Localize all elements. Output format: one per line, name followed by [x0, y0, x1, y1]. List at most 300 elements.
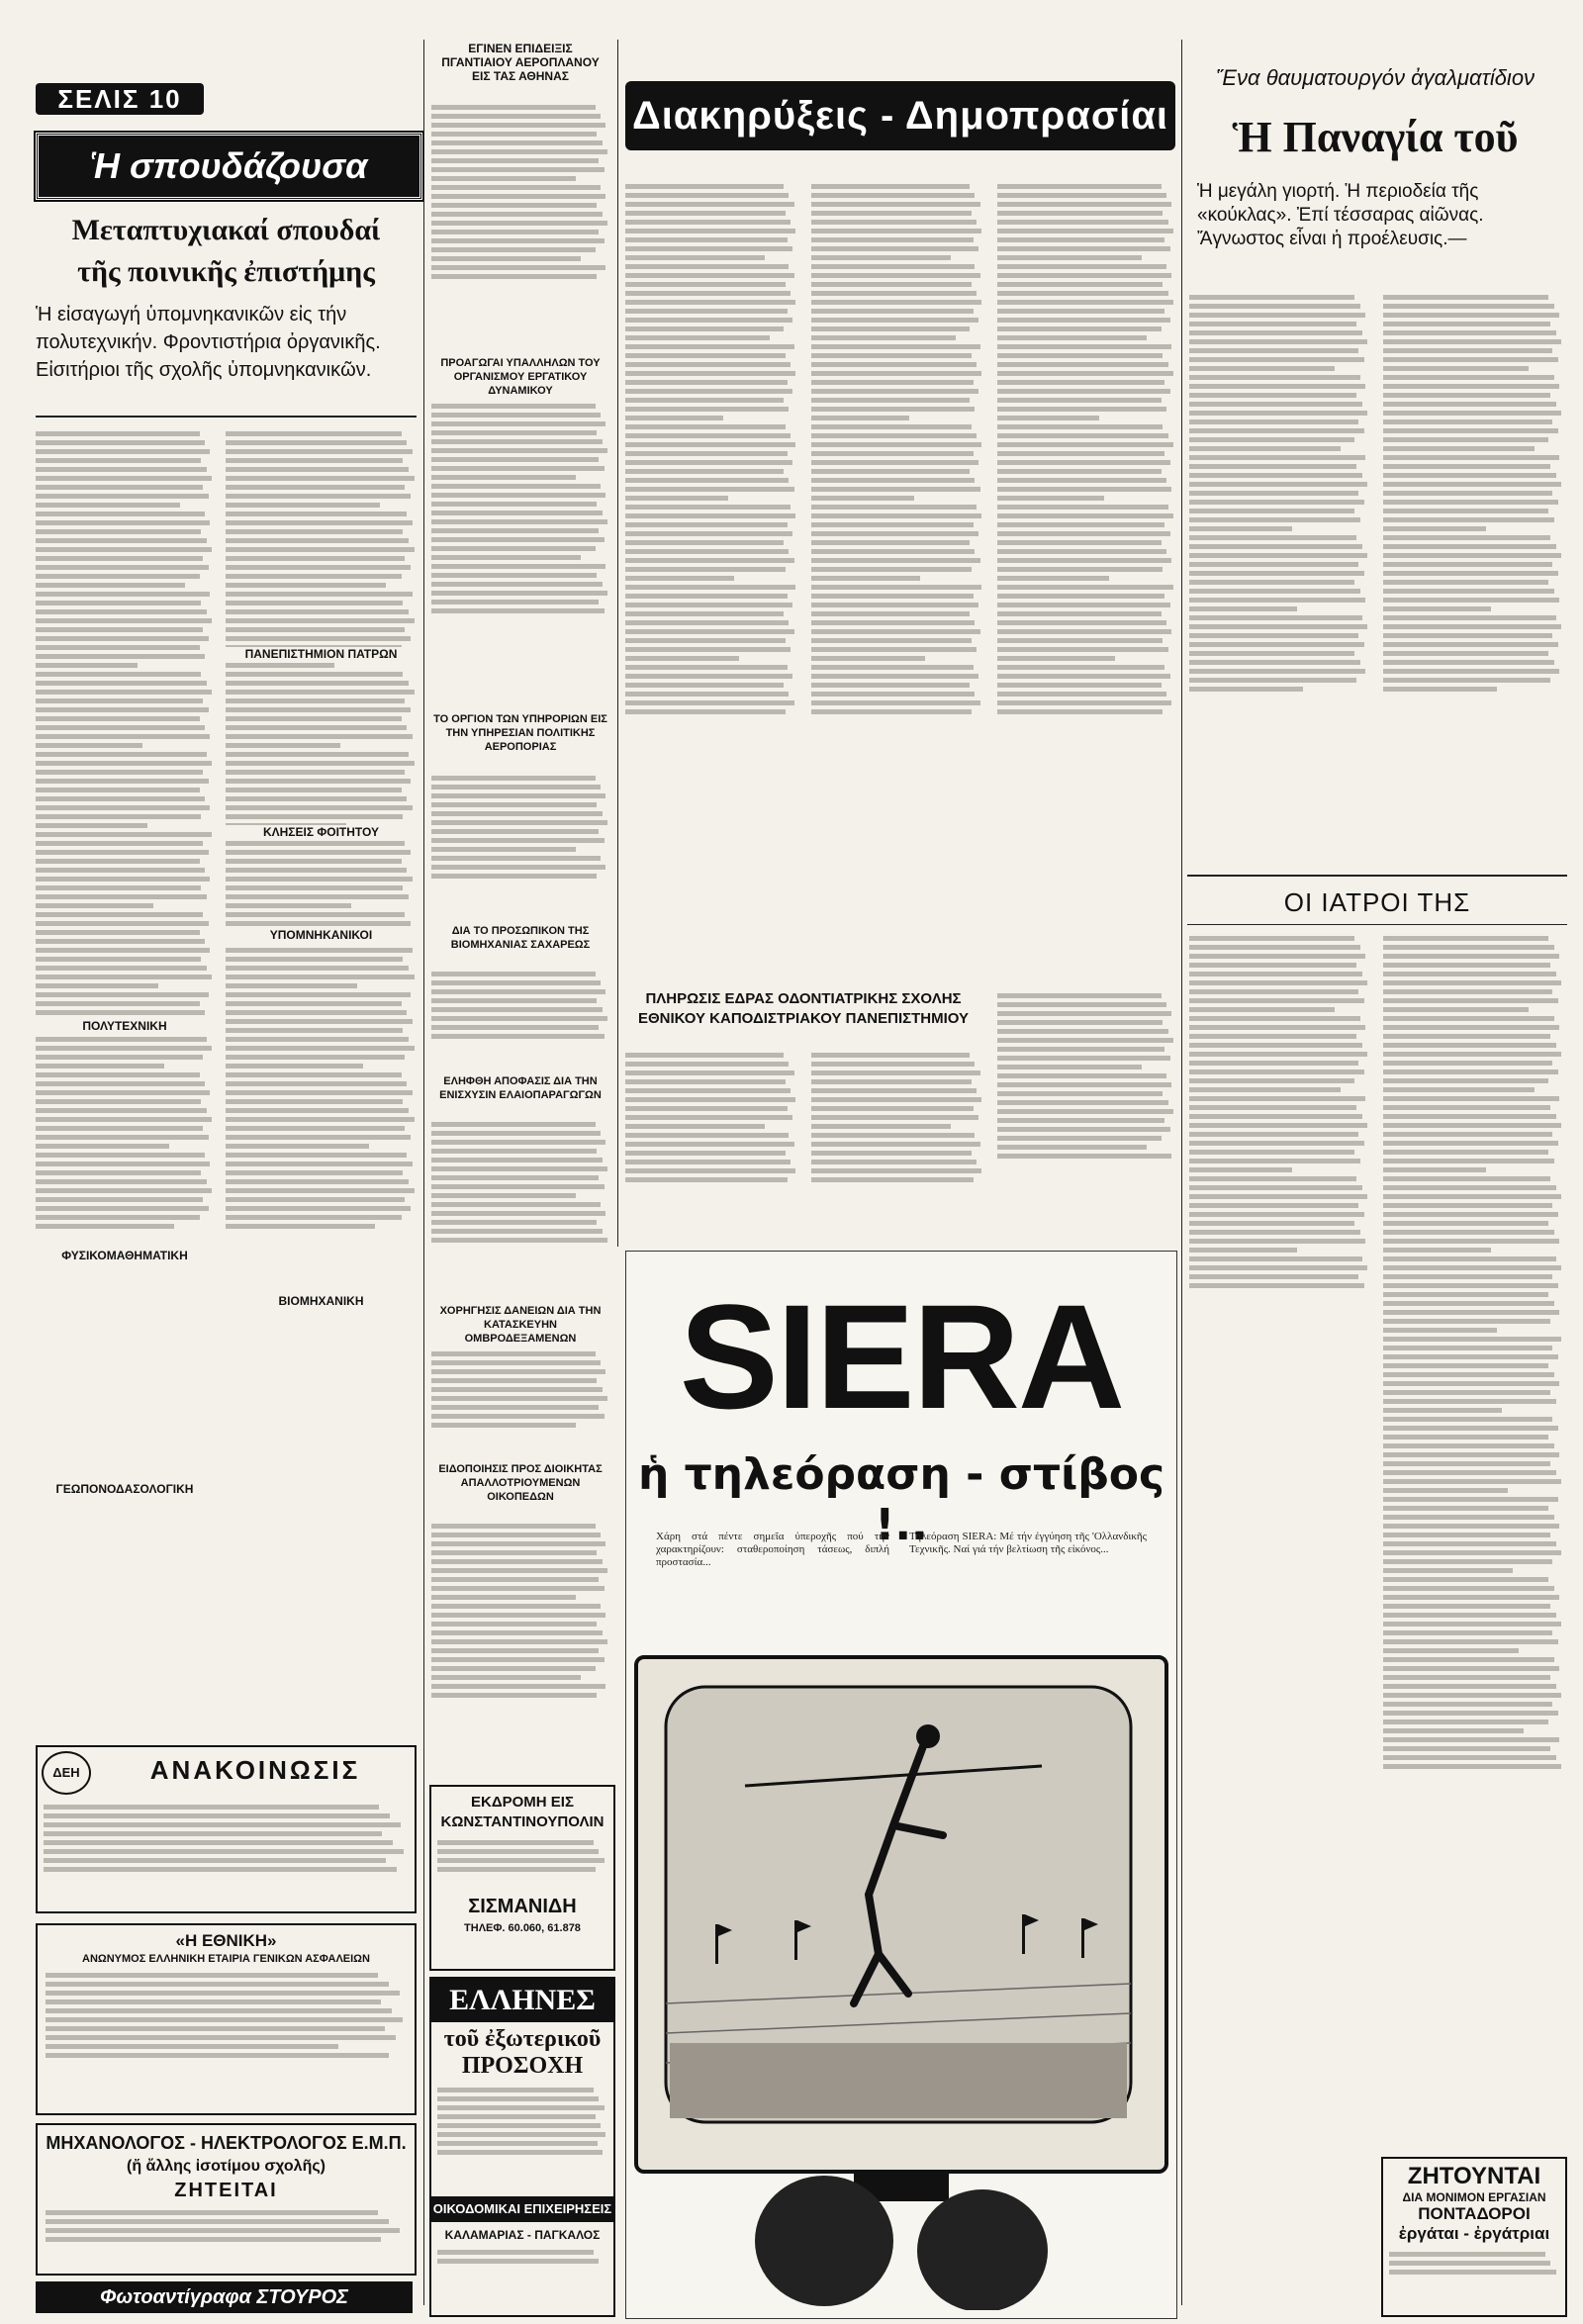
text-line [625, 433, 791, 438]
photocopy-ad [36, 2281, 413, 2313]
text-line [625, 531, 792, 536]
tenders-banner [625, 81, 1175, 150]
text-line [46, 2026, 385, 2031]
text-line [625, 1168, 795, 1173]
filler-lines [811, 1053, 983, 1182]
text-line [44, 1849, 404, 1854]
text-line [226, 1037, 409, 1042]
text-line [625, 700, 794, 705]
text-line [811, 549, 975, 554]
greeks-line2: τοῦ ἐξωτερικοῦ [443, 2026, 602, 2052]
siera-brand [626, 1273, 1176, 1440]
text-line [1383, 963, 1550, 968]
text-line [1189, 669, 1365, 674]
text-line [1383, 624, 1561, 629]
text-line [431, 1360, 601, 1365]
text-line [36, 1072, 200, 1077]
text-line [226, 1108, 409, 1113]
text-line [997, 1109, 1173, 1114]
text-line [36, 1224, 174, 1229]
text-line [997, 451, 1164, 456]
text-line [625, 1106, 788, 1111]
text-line [625, 558, 794, 563]
text-line [1383, 1221, 1548, 1226]
ethniki-title: «Η ΕΘΝΙΚΗ» [175, 1931, 277, 1950]
text-line [625, 1079, 786, 1084]
text-line [36, 529, 201, 534]
text-line [36, 930, 200, 935]
text-line [1189, 606, 1297, 611]
text-line [625, 638, 786, 643]
text-line [431, 972, 596, 976]
text-line [431, 793, 605, 798]
text-line [44, 1867, 397, 1872]
text-line [1189, 1007, 1335, 1012]
text-line [1383, 1702, 1552, 1707]
text-line [437, 2096, 599, 2101]
text-line [431, 555, 581, 560]
text-line [1189, 375, 1360, 380]
text-line [431, 1166, 607, 1171]
text-line [226, 716, 402, 721]
text-line [625, 1151, 786, 1156]
text-line [431, 265, 605, 270]
text-line [431, 404, 596, 409]
text-line [431, 1586, 605, 1591]
text-line [36, 975, 212, 979]
tenders-col2 [811, 180, 983, 972]
text-line [811, 184, 970, 189]
filler-lines [431, 105, 609, 279]
filler-lines [431, 1351, 609, 1428]
text-line [1383, 1630, 1552, 1635]
text-line [1189, 500, 1364, 505]
text-line [431, 802, 597, 807]
page-label-box [36, 83, 204, 115]
text-line [1383, 1559, 1552, 1564]
filler-lines [997, 184, 1175, 714]
text-line [1383, 1283, 1558, 1288]
text-line [1383, 1167, 1486, 1172]
greeks-footer [431, 2242, 613, 2279]
text-line [36, 547, 212, 552]
text-line [997, 291, 1168, 296]
text-line [811, 1079, 972, 1084]
text-line [997, 389, 1170, 394]
text-line [36, 841, 203, 846]
text-line [1189, 348, 1358, 353]
text-line [997, 487, 1171, 492]
text-line [36, 725, 205, 730]
text-line [36, 743, 142, 748]
text-line [625, 300, 795, 305]
text-line [625, 1160, 791, 1164]
text-line [431, 1211, 605, 1216]
text-line [811, 487, 980, 492]
text-line [1189, 598, 1365, 603]
text-line [36, 476, 212, 481]
text-line [811, 594, 974, 599]
text-line [46, 1982, 389, 1987]
text-line [36, 1188, 212, 1193]
text-line [625, 282, 786, 287]
text-line [811, 1142, 980, 1147]
excursion-body [431, 1832, 613, 1896]
filler-lines [811, 184, 983, 714]
text-line [226, 921, 411, 926]
text-line [44, 1831, 382, 1836]
text-line [1383, 1052, 1561, 1057]
text-line [46, 1991, 400, 1996]
text-line [1189, 1239, 1365, 1244]
text-line [625, 620, 789, 625]
text-line [625, 416, 723, 420]
text-line [811, 531, 978, 536]
siera-copy-right-text: Τηλεόραση SIERA: Μέ τήν ἐγγύηση τῆς 'Ολλανδικῆς Τεχνικῆς. Ναί γιά τήν βελτίωση τῆς εἰκόνος... [909, 1531, 1147, 1555]
text-line [437, 2259, 599, 2264]
text-line [997, 1038, 1173, 1043]
text-line [811, 1151, 972, 1156]
text-line [437, 2150, 603, 2155]
text-line [811, 558, 980, 563]
text-line [431, 158, 599, 163]
text-line [1383, 989, 1552, 994]
text-line [625, 398, 784, 403]
wanted-body [1383, 2244, 1565, 2287]
text-line [36, 903, 153, 908]
text-line [431, 448, 607, 453]
text-line [997, 1127, 1170, 1132]
text-line [431, 430, 597, 435]
text-line [1383, 660, 1554, 665]
text-line [1189, 687, 1303, 692]
text-line [625, 478, 789, 483]
text-line [997, 531, 1170, 536]
text-line [811, 1070, 980, 1075]
col-divider [617, 40, 618, 1247]
text-line [1383, 945, 1554, 950]
col3-top-body [431, 101, 609, 358]
text-line [1189, 322, 1356, 326]
text-line [625, 273, 794, 278]
text-line [36, 894, 207, 899]
text-line [431, 1414, 605, 1419]
text-line [36, 823, 147, 828]
text-line [1189, 633, 1358, 638]
text-line [811, 1168, 981, 1173]
text-line [226, 476, 415, 481]
text-line [811, 344, 980, 349]
text-line [1383, 1248, 1491, 1253]
text-line [36, 814, 201, 819]
filler-lines [437, 2250, 607, 2264]
page-label: ΣΕΛΙΣ 10 [57, 84, 182, 114]
text-line [226, 850, 411, 855]
text-line [437, 1849, 599, 1854]
text-line [1189, 339, 1367, 344]
text-line [1383, 1096, 1559, 1101]
text-line [625, 1133, 789, 1138]
text-line [1383, 562, 1552, 567]
text-line [997, 1118, 1164, 1123]
text-line [36, 1117, 212, 1122]
text-line [625, 1115, 792, 1120]
text-line [36, 832, 212, 837]
text-line [36, 788, 200, 792]
text-line [997, 255, 1142, 260]
subhead-patras: ΠΑΝΕΠΙΣΤΗΜΙΟΝ ΠΑΤΡΩΝ [226, 647, 417, 663]
tenders-title: Διακηρύξεις - Δημοπρασίαι [631, 94, 1169, 138]
text-line [36, 1206, 209, 1211]
text-line [1383, 1595, 1559, 1600]
text-line [625, 442, 795, 447]
text-line [1383, 589, 1554, 594]
text-line [1189, 651, 1354, 656]
text-line [226, 912, 405, 917]
text-line [997, 585, 1173, 590]
text-line [1189, 313, 1365, 318]
text-line [1189, 954, 1365, 959]
text-line [431, 1648, 599, 1653]
text-line [1189, 295, 1354, 300]
text-line [1383, 1087, 1535, 1092]
text-line [1189, 1025, 1365, 1030]
text-line [431, 519, 607, 524]
text-line [1383, 304, 1554, 309]
text-line [1189, 455, 1365, 460]
text-line [226, 948, 413, 953]
text-line [431, 1675, 581, 1680]
excursion-ad [429, 1785, 615, 1971]
text-line [997, 309, 1164, 314]
text-line [431, 1622, 597, 1627]
text-line [36, 707, 209, 712]
text-line [1383, 1515, 1554, 1520]
text-line [625, 692, 789, 697]
text-line [44, 1822, 401, 1827]
text-line [226, 672, 403, 677]
text-line [226, 859, 402, 864]
text-line [625, 451, 788, 456]
greeks-company: ΟΙΚΟΔΟΜΙΚΑΙ ΕΠΙΧΕΙΡΗΣΕΙΣ [431, 2196, 613, 2222]
text-line [226, 1072, 402, 1077]
text-line [226, 1215, 402, 1220]
text-line [997, 184, 1162, 189]
text-line [997, 282, 1163, 287]
text-line [1383, 1426, 1558, 1431]
text-line [811, 407, 975, 412]
filler-lines [46, 2210, 407, 2242]
text-line [226, 609, 409, 614]
text-line [36, 627, 203, 632]
text-line [226, 725, 407, 730]
text-line [1383, 455, 1559, 460]
text-line [431, 502, 597, 507]
text-line [811, 309, 974, 314]
text-line [431, 1533, 601, 1537]
text-line [1383, 1443, 1554, 1448]
text-line [1383, 1114, 1556, 1119]
text-line [431, 1541, 605, 1546]
text-line [1189, 998, 1364, 1003]
text-line [226, 1197, 405, 1202]
text-line [1189, 517, 1360, 522]
excursion-title: ΕΚΔΡΟΜΗ ΕΙΣ ΚΩΝΣΤΑΝΤΙΝΟΥΠΟΛΙΝ [440, 1794, 605, 1830]
text-line [226, 449, 413, 454]
text-line [997, 220, 1168, 225]
text-line [1383, 1150, 1548, 1155]
text-line [36, 449, 210, 454]
filler-lines [46, 1973, 407, 2058]
text-line [1383, 1372, 1554, 1377]
divider [36, 416, 417, 418]
text-line [46, 2210, 378, 2215]
text-line [1383, 535, 1550, 540]
viewer-left-head [755, 2176, 893, 2306]
text-line [811, 709, 972, 714]
siera-copy-left-text: Χάρη στά πέντε σημεῖα ὑπεροχῆς πού τήν χαρακτηρίζουν: σταθεροποίηση τάσεως, διπλή προστασία... [656, 1531, 889, 1568]
text-line [431, 256, 581, 261]
text-line [36, 1197, 203, 1202]
text-line [1383, 972, 1556, 976]
text-line [1383, 954, 1559, 959]
text-line [1383, 615, 1556, 620]
text-line [36, 1046, 212, 1051]
text-line [1383, 446, 1535, 451]
text-line [226, 1090, 413, 1095]
text-line [1383, 1132, 1552, 1137]
text-line [811, 496, 914, 501]
text-line [437, 2114, 596, 2119]
filler-lines [431, 404, 609, 613]
text-line [1383, 517, 1554, 522]
text-line [36, 796, 205, 801]
text-line [1383, 437, 1548, 442]
text-line [1383, 1105, 1550, 1110]
text-line [36, 948, 210, 953]
text-line [997, 1047, 1164, 1052]
text-line [1383, 1069, 1558, 1074]
text-line [1383, 1648, 1519, 1653]
wanted-ad [1381, 2157, 1567, 2317]
text-line [226, 1188, 415, 1193]
text-line [431, 1693, 597, 1698]
text-line [431, 989, 605, 994]
text-line [1189, 1221, 1354, 1226]
text-line [1383, 1728, 1524, 1733]
text-line [1383, 1123, 1561, 1128]
text-line [36, 752, 207, 757]
filler-lines [1383, 936, 1563, 1769]
text-line [36, 1162, 210, 1166]
text-line [1383, 1764, 1561, 1769]
text-line [1189, 1096, 1365, 1101]
filler-lines [1383, 295, 1563, 692]
text-line [36, 877, 210, 882]
text-line [1383, 1043, 1556, 1048]
text-line [625, 362, 791, 367]
text-line [997, 1073, 1166, 1078]
text-line [625, 603, 792, 607]
text-line [36, 503, 180, 508]
text-line [811, 318, 978, 323]
col3-item-2-title: ΤΟ ΟΡΓΙΟΝ ΤΩΝ ΥΠΗΡΟΡΙΩΝ ΕΙΣ ΤΗΝ ΥΠΗΡΕΣΙΑΝ ΠΟΛΙΤΙΚΗΣ ΑΕΡΟΠΟΡΙΑΣ [433, 713, 607, 753]
text-line [431, 1175, 599, 1180]
text-line [997, 1011, 1171, 1016]
text-line [226, 1135, 411, 1140]
text-line [1383, 598, 1559, 603]
text-line [811, 264, 975, 269]
text-line [1383, 1755, 1556, 1760]
text-line [1383, 1435, 1548, 1440]
text-line [1383, 1034, 1550, 1039]
text-line [997, 424, 1163, 429]
text-line [1189, 509, 1354, 513]
text-line [997, 433, 1168, 438]
text-line [1189, 491, 1358, 496]
text-line [625, 344, 794, 349]
text-line [811, 647, 977, 652]
text-line [431, 1016, 607, 1021]
text-line [226, 440, 407, 445]
engineer-wanted: ΖΗΤΕΙΤΑΙ [174, 2180, 278, 2201]
text-line [1383, 419, 1552, 424]
text-line [431, 1007, 603, 1012]
text-line [1189, 1043, 1362, 1048]
text-line [226, 547, 415, 552]
text-line [36, 601, 201, 605]
text-line [431, 1423, 576, 1428]
text-line [625, 1053, 784, 1058]
text-line [1383, 553, 1561, 558]
text-line [811, 469, 970, 474]
text-line [1383, 1497, 1558, 1502]
tenders-col1 [625, 180, 797, 972]
text-line [1189, 1105, 1356, 1110]
mexico-deck: Ἡ μεγάλη γιορτή. Ἡ περιοδεία τῆς «κούκλας». Ἐπί τέσσαρας αἰῶνας. Ἄγνωστος εἶναι ἡ προέλευσις.— [1197, 181, 1484, 249]
text-line [226, 627, 405, 632]
text-line [811, 585, 981, 590]
text-line [226, 1019, 413, 1024]
text-line [1189, 1274, 1358, 1279]
text-line [46, 2008, 392, 2013]
text-line [36, 761, 212, 766]
text-line [431, 1378, 597, 1383]
text-line [36, 734, 210, 739]
text-line [625, 184, 784, 189]
text-line [437, 2141, 598, 2146]
text-line [36, 618, 212, 623]
text-line [625, 683, 784, 688]
text-line [226, 814, 403, 819]
text-line [997, 237, 1164, 242]
text-line [226, 601, 403, 605]
text-line [431, 167, 605, 172]
text-line [431, 811, 603, 816]
col-divider [1181, 40, 1182, 2305]
text-line [1189, 624, 1367, 629]
deh-logo: ΔΕΗ [42, 1751, 91, 1795]
text-line [625, 220, 791, 225]
text-line [226, 805, 413, 810]
text-line [811, 1133, 975, 1138]
text-line [1383, 1533, 1550, 1537]
text-line [226, 556, 405, 561]
text-line [625, 1070, 794, 1075]
tenders-col3 [997, 180, 1175, 972]
text-line [1383, 322, 1550, 326]
text-line [1383, 1746, 1550, 1751]
